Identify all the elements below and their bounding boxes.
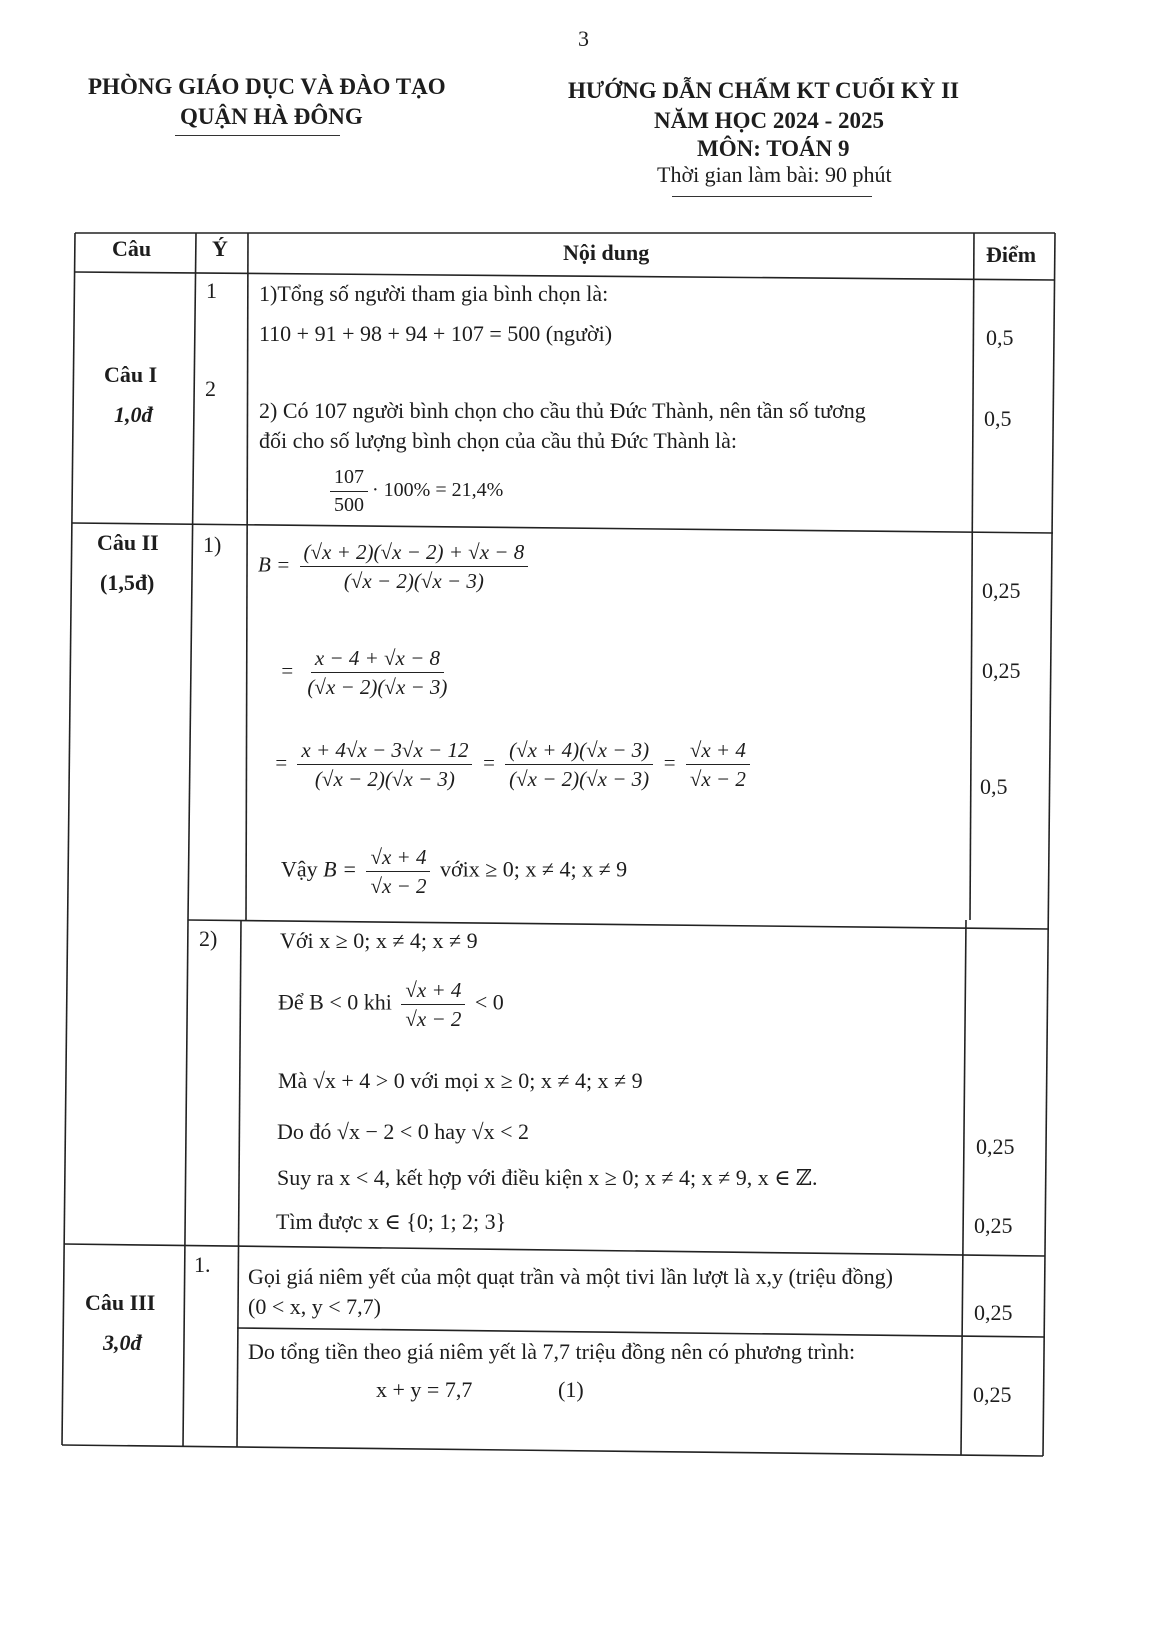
cau2-p2-line2 bbox=[278, 978, 504, 1031]
cau2-score3: 0,5 bbox=[980, 774, 1008, 799]
cau3-line2: (0 < x, y < 7,7) bbox=[248, 1294, 381, 1319]
cau1-y1: 1 bbox=[206, 278, 217, 303]
cau2-eq4-lhs: B = bbox=[323, 856, 357, 882]
cau2-eq3-den-b: (√x − 2)(√x − 3) bbox=[509, 767, 650, 792]
cau2-y2: 2) bbox=[199, 926, 218, 951]
cau2-p2-line2-num: √x + 4 bbox=[401, 978, 465, 1005]
cau3-line4: x + y = 7,7 bbox=[376, 1377, 473, 1402]
col-header-y: Ý bbox=[212, 236, 228, 261]
cau1-frac-rest: · 100% = 21,4% bbox=[372, 479, 504, 502]
cau2-eq1-den: (√x − 2)(√x − 3) bbox=[343, 569, 484, 594]
cau3-y1: 1. bbox=[194, 1252, 211, 1277]
cau2-p2-line1: Với x ≥ 0; x ≠ 4; x ≠ 9 bbox=[280, 928, 478, 953]
header-department: PHÒNG GIÁO DỤC VÀ ĐÀO TẠO bbox=[88, 74, 446, 99]
cau2-p2-line2-prefix: Để B < 0 khi bbox=[278, 989, 392, 1015]
cau2-y1: 1) bbox=[203, 532, 222, 557]
cau2-p2-line4: Do đó √x − 2 < 0 hay √x < 2 bbox=[277, 1119, 530, 1144]
cau2-eq1-lhs: B = bbox=[258, 552, 291, 577]
cau2-label: Câu II bbox=[97, 530, 159, 555]
cau2-eq2: = $\frac{x - 4 + √x - 8}{(√x - 2)(√x - 3)}$ bbox=[280, 646, 455, 699]
cau2-p2-line5: Suy ra x < 4, kết hợp với điều kiện x ≥ 0; x ≠ 4; x ≠ 9, x ∈ ℤ. bbox=[277, 1165, 818, 1190]
cau1-line1: 1)Tổng số người tham gia bình chọn là: bbox=[259, 281, 609, 306]
cau2-eq4-cond: vớix ≥ 0; x ≠ 4; x ≠ 9 bbox=[439, 856, 628, 882]
cau2-eq1 bbox=[258, 540, 532, 593]
cau3-score2: 0,25 bbox=[973, 1382, 1012, 1407]
cau2-score4: 0,25 bbox=[976, 1134, 1015, 1159]
col-header-score: Điểm bbox=[986, 242, 1037, 267]
cau2-eq3-den-a: (√x − 2)(√x − 3) bbox=[314, 767, 455, 792]
header-time: Thời gian làm bài: 90 phút bbox=[657, 162, 892, 187]
cau2-p2-line6: Tìm được x ∈ {0; 1; 2; 3} bbox=[276, 1209, 507, 1234]
cau1-fraction bbox=[326, 466, 503, 517]
cau2-score5: 0,25 bbox=[974, 1213, 1013, 1238]
cau3-line4-tag: (1) bbox=[558, 1377, 584, 1402]
cau2-eq4-num: √x + 4 bbox=[366, 845, 430, 872]
header-guide-title: HƯỚNG DẪN CHẤM KT CUỐI KỲ II bbox=[568, 78, 960, 103]
cau1-line3: 2) Có 107 người bình chọn cho cầu thủ Đức Thành, nên tần số tương bbox=[259, 398, 866, 423]
header-subject: MÔN: TOÁN 9 bbox=[697, 136, 850, 161]
cau3-score1: 0,25 bbox=[974, 1300, 1013, 1325]
col-header-cau: Câu bbox=[112, 236, 152, 261]
cau3-line1: Gọi giá niêm yết của một quạt trần và một tivi lần lượt là x,y (triệu đồng) bbox=[248, 1264, 893, 1289]
header-district: QUẬN HÀ ĐÔNG bbox=[180, 104, 363, 129]
cau2-eq3-num-c: √x + 4 bbox=[686, 738, 750, 765]
cau2-p2-line3: Mà √x + 4 > 0 với mọi x ≥ 0; x ≠ 4; x ≠ 9 bbox=[278, 1068, 643, 1093]
cau2-eq2-num: x − 4 + √x − 8 bbox=[311, 646, 444, 673]
cau1-points: 1,0đ bbox=[114, 402, 153, 427]
cau2-p2-line2-suffix: < 0 bbox=[474, 989, 504, 1015]
cau3-label: Câu III bbox=[85, 1290, 156, 1315]
cau2-score1: 0,25 bbox=[982, 578, 1021, 603]
cau1-label: Câu I bbox=[104, 362, 158, 387]
cau2-eq3: = $\frac{x + 4√x - 3√x - 12}{(√x - 2)(√x - 3)}$ = $\frac{(√x + 4)(√x - 3)}{(√x - 2)(√x - 3)}$ = $\frac{√x + 4}{√x - 2}$ bbox=[274, 738, 754, 791]
cau2-eq4-den: √x − 2 bbox=[370, 874, 427, 899]
cau1-line2: 110 + 91 + 98 + 94 + 107 = 500 (người) bbox=[259, 321, 613, 346]
cau2-eq4-prefix: Vậy bbox=[281, 856, 318, 882]
cau3-points: 3,0đ bbox=[103, 1330, 142, 1355]
cau1-score2: 0,5 bbox=[984, 406, 1012, 431]
cau2-eq3-num-b: (√x + 4)(√x − 3) bbox=[505, 738, 653, 765]
cau2-eq4 bbox=[281, 845, 627, 898]
cau1-score1: 0,5 bbox=[986, 325, 1014, 350]
cau1-frac-den: 500 bbox=[334, 494, 364, 516]
cau2-p2-line2-den: √x − 2 bbox=[405, 1007, 462, 1032]
cau3-line3: Do tổng tiền theo giá niêm yết là 7,7 triệu đồng nên có phương trình: bbox=[248, 1339, 856, 1364]
cau2-eq3-num-a: x + 4√x − 3√x − 12 bbox=[297, 738, 472, 765]
page-number: 3 bbox=[578, 26, 589, 51]
cau2-eq2-den: (√x − 2)(√x − 3) bbox=[307, 675, 448, 700]
cau1-y2: 2 bbox=[205, 376, 216, 401]
col-header-content: Nội dung bbox=[563, 240, 650, 265]
cau1-frac-num: 107 bbox=[330, 466, 368, 492]
header-school-year: NĂM HỌC 2024 - 2025 bbox=[654, 108, 884, 133]
cau2-score2: 0,25 bbox=[982, 658, 1021, 683]
cau2-points: (1,5đ) bbox=[100, 570, 155, 595]
cau1-line4: đối cho số lượng bình chọn của cầu thủ Đức Thành là: bbox=[259, 428, 738, 453]
cau2-eq1-num: (√x + 2)(√x − 2) + √x − 8 bbox=[300, 540, 529, 567]
cau2-eq3-den-c: √x − 2 bbox=[689, 767, 746, 792]
